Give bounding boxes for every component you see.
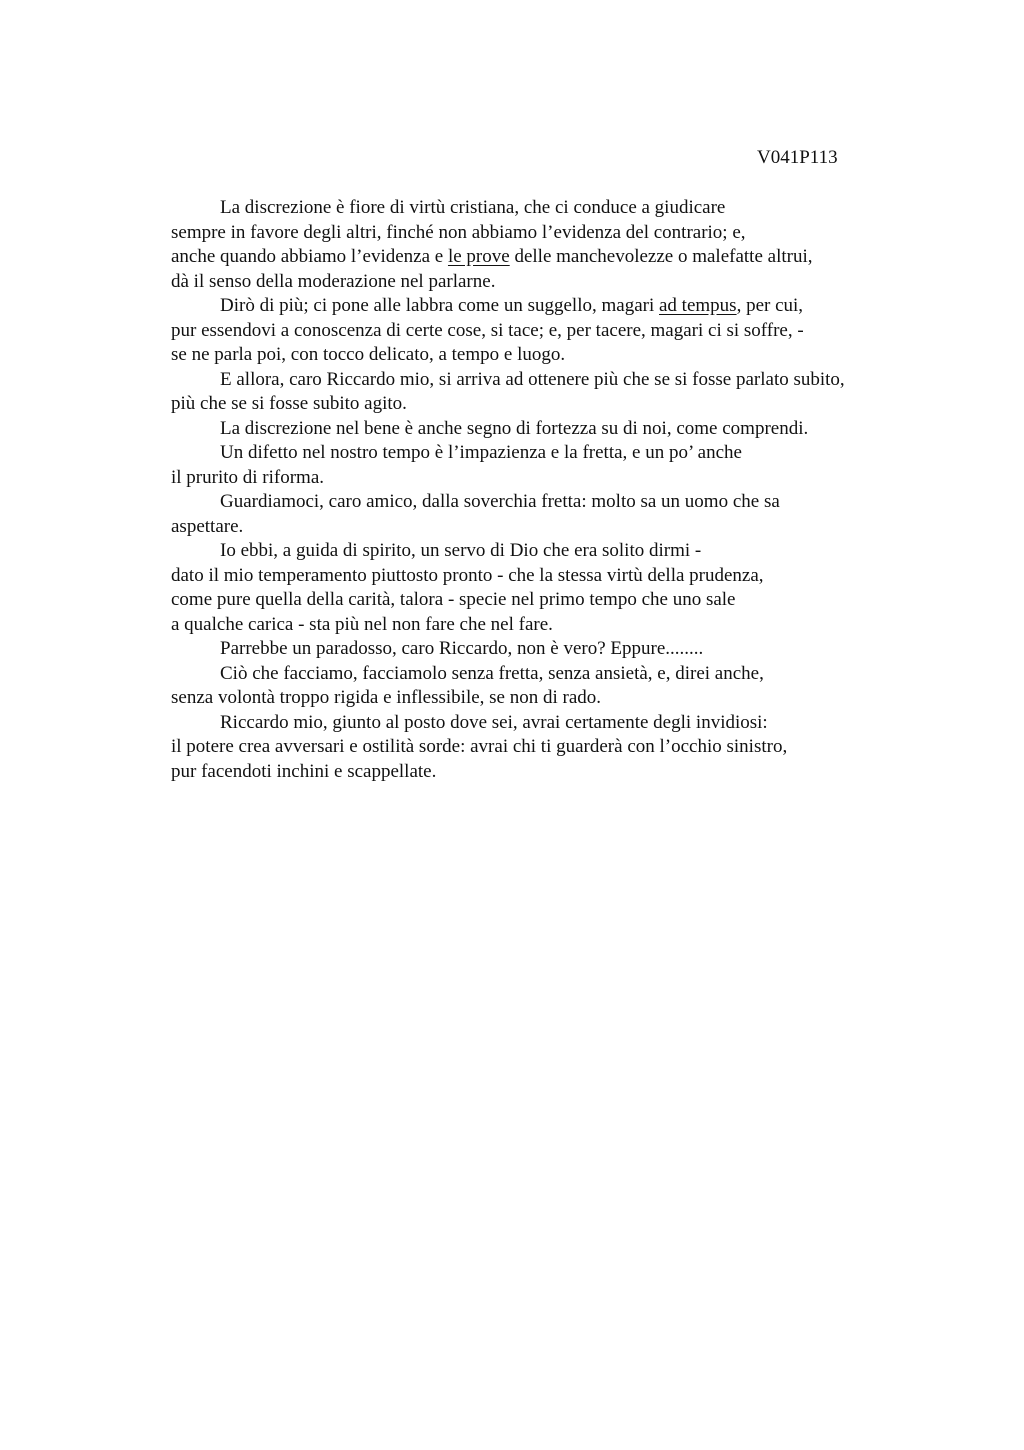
- text-line: [171, 662, 951, 687]
- underlined-phrase: ad tempus: [659, 295, 737, 316]
- text-segment: dà il senso della moderazione nel parlarne.: [171, 270, 496, 292]
- text-line: [171, 368, 951, 393]
- text-segment: se ne parla poi, con tocco delicato, a tempo e luogo.: [171, 344, 566, 365]
- text-segment: il potere crea avversari e ostilità sorde: avrai chi ti guarderà con l’occhio sinistro,: [171, 736, 788, 757]
- text-segment: Un difetto nel nostro tempo è l’impazienza e la fretta, e un po’ anche: [220, 442, 742, 463]
- text-segment: anche quando abbiamo l’evidenza e: [171, 246, 448, 267]
- text-segment: , per cui,: [736, 295, 804, 316]
- text-line: [171, 392, 951, 417]
- text-line: [171, 735, 951, 760]
- text-segment: pur facendoti inchini e scappellate.: [171, 760, 437, 782]
- text-line: [171, 270, 951, 295]
- text-segment: senza volontà troppo rigida e inflessibile, se non di rado.: [171, 687, 602, 708]
- text-line: [171, 343, 951, 368]
- underlined-phrase: le prove: [447, 246, 510, 267]
- text-line: [171, 466, 951, 491]
- text-line: [171, 564, 951, 589]
- text-segment: La discrezione è fiore di virtù cristiana, che ci conduce a giudicare: [220, 197, 726, 218]
- text-segment: aspettare.: [171, 515, 244, 537]
- text-segment: La discrezione nel bene è anche segno di fortezza su di noi, come comprendi.: [220, 417, 809, 439]
- text-segment: sempre in favore degli altri, finché non abbiamo l’evidenza del contrario; e,: [171, 221, 746, 243]
- text-line: [171, 319, 951, 344]
- text-segment: Io ebbi, a guida di spirito, un servo di Dio che era solito dirmi -: [220, 540, 702, 561]
- text-line: [171, 711, 951, 736]
- text-line: [171, 221, 951, 246]
- page-code: V041P113: [757, 147, 838, 168]
- text-line: [171, 441, 951, 466]
- text-segment: Parrebbe un paradosso, caro Riccardo, non è vero? Eppure........: [220, 638, 704, 659]
- text-segment: dato il mio temperamento piuttosto pronto - che la stessa virtù della prudenza,: [171, 564, 764, 586]
- text-segment: E allora, caro Riccardo mio, si arriva ad ottenere più che se si fosse parlato subito,: [220, 368, 845, 390]
- text-line: [171, 539, 951, 564]
- text-line: [171, 245, 951, 270]
- text-segment: come pure quella della carità, talora - specie nel primo tempo che uno sale: [171, 589, 736, 610]
- text-segment: più che se si fosse subito agito.: [171, 393, 407, 414]
- text-line: [171, 613, 951, 638]
- text-segment: delle manchevolezze o malefatte altrui,: [509, 246, 813, 267]
- text-segment: Ciò che facciamo, facciamolo senza fretta, senza ansietà, e, direi anche,: [220, 662, 764, 684]
- text-segment: Guardiamoci, caro amico, dalla soverchia fretta: molto sa un uomo che sa: [220, 491, 780, 512]
- text-line: [171, 294, 951, 319]
- text-line: [171, 490, 951, 515]
- letter-body: [171, 196, 951, 784]
- text-line: [171, 760, 951, 785]
- text-segment: il prurito di riforma.: [171, 466, 325, 488]
- text-segment: pur essendovi a conoscenza di certe cose, si tace; e, per tacere, magari ci si soffre, -: [171, 319, 804, 341]
- text-line: [171, 196, 951, 221]
- text-segment: a qualche carica - sta più nel non fare che nel fare.: [171, 613, 553, 635]
- text-line: [171, 515, 951, 540]
- text-line: [171, 417, 951, 442]
- text-line: [171, 637, 951, 662]
- text-segment: Dirò di più; ci pone alle labbra come un suggello, magari: [220, 295, 659, 316]
- text-line: [171, 588, 951, 613]
- text-line: [171, 686, 951, 711]
- text-segment: Riccardo mio, giunto al posto dove sei, avrai certamente degli invidiosi:: [220, 711, 768, 733]
